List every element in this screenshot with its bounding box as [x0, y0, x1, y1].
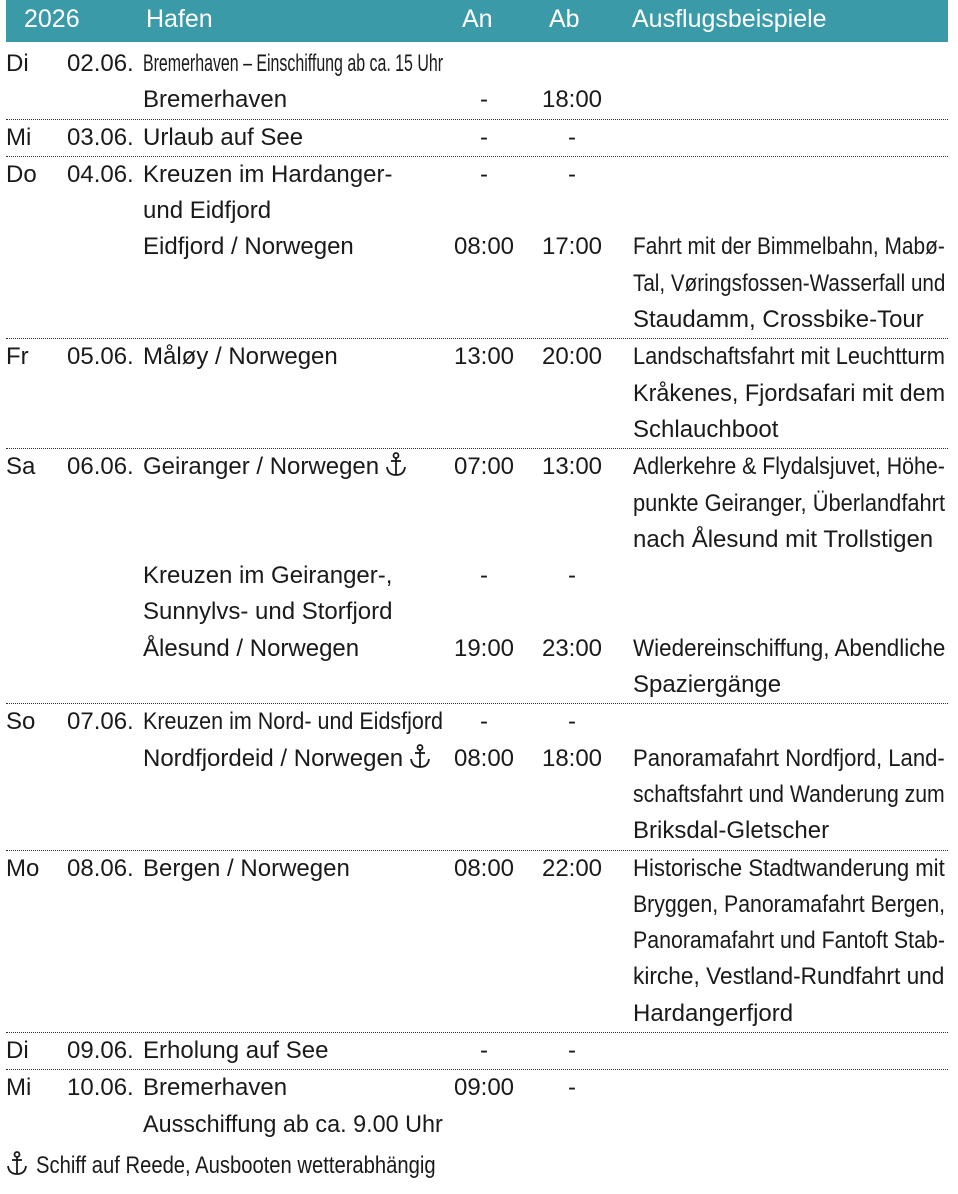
day-cell: Mo — [6, 854, 40, 882]
port-cell: Kreuzen im Nord- und Eidsfjord — [143, 708, 444, 736]
port-cell: Bremerhaven — [143, 86, 288, 114]
departure-cell: 17:00 — [541, 233, 603, 261]
arrival-cell: 09:00 — [453, 1074, 515, 1102]
table-row — [6, 339, 948, 449]
excursion-cell: punkte Geiranger, Überlandfahrt — [633, 489, 946, 517]
row-line — [6, 887, 948, 923]
row-line — [6, 229, 948, 265]
excursion-cell: Spaziergänge — [633, 671, 782, 699]
row-line — [6, 1107, 948, 1143]
excursion-cell: Wiedereinschiffung, Abendliche — [633, 634, 946, 662]
excursion-cell: nach Ålesund mit Trollstigen — [633, 525, 934, 553]
day-cell: Mi — [6, 123, 32, 151]
date-cell: 03.06. — [67, 123, 134, 151]
row-line — [6, 813, 948, 849]
excursion-cell: schaftsfahrt und Wanderung zum — [633, 780, 945, 808]
arrival-cell: - — [480, 160, 488, 188]
header-excursions: Ausflugsbeispiele — [632, 5, 827, 33]
departure-cell: - — [568, 1037, 576, 1065]
row-line — [6, 266, 948, 302]
day-cell: Di — [6, 1037, 29, 1065]
header-arrival: An — [462, 5, 493, 33]
arrival-cell: - — [480, 708, 488, 736]
legend — [6, 1148, 511, 1184]
row-line — [6, 486, 948, 522]
row-line — [6, 412, 948, 448]
departure-cell: - — [568, 562, 576, 590]
departure-cell: 18:00 — [541, 86, 603, 114]
row-line — [6, 449, 948, 485]
date-cell: 02.06. — [67, 50, 134, 77]
day-cell: Mi — [6, 1074, 32, 1102]
date-cell: 09.06. — [67, 1037, 134, 1065]
port-cell: Bremerhaven — [143, 1074, 288, 1102]
day-cell: Do — [6, 160, 37, 188]
date-cell: 07.06. — [67, 708, 134, 736]
row-line — [6, 302, 948, 338]
arrival-cell: - — [480, 86, 488, 114]
port-cell — [143, 741, 431, 777]
itinerary-table — [6, 46, 948, 1143]
row-line — [6, 851, 948, 887]
port-cell: Sunnylvs- und Storfjord — [143, 598, 393, 626]
row-line — [6, 594, 948, 630]
row-line — [6, 82, 948, 118]
excursion-cell: Adlerkehre & Flydalsjuvet, Höhe- — [633, 453, 945, 481]
port-cell: und Eidfjord — [143, 197, 272, 225]
arrival-cell: 07:00 — [453, 453, 515, 481]
row-line — [6, 193, 948, 229]
row-line — [6, 959, 948, 995]
row-line — [6, 923, 948, 959]
row-line — [6, 339, 948, 375]
excursion-cell: Panoramafahrt und Fantoft Stab- — [633, 927, 945, 955]
table-row — [6, 704, 948, 850]
departure-cell: 13:00 — [541, 453, 603, 481]
header-port: Hafen — [146, 5, 213, 33]
arrival-cell: 08:00 — [453, 854, 515, 882]
arrival-cell: - — [480, 562, 488, 590]
excursion-cell: Bryggen, Panoramafahrt Bergen, — [633, 890, 946, 918]
port-name: Geiranger / Norwegen — [143, 453, 380, 481]
departure-cell: 18:00 — [541, 744, 603, 772]
day-cell: Di — [6, 50, 29, 77]
arrival-cell: 08:00 — [453, 744, 515, 772]
departure-cell: 23:00 — [541, 634, 603, 662]
table-row — [6, 1070, 948, 1143]
table-row — [6, 46, 948, 120]
port-cell: Måløy / Norwegen — [143, 343, 338, 371]
port-cell: Kreuzen im Hardanger- — [143, 160, 393, 188]
day-cell: Fr — [6, 343, 29, 371]
port-cell: Bremerhaven – Einschiffung ab ca. 15 Uhr — [143, 50, 444, 77]
port-cell: Urlaub auf See — [143, 123, 304, 151]
port-cell: Eidfjord / Norwegen — [143, 233, 354, 261]
excursion-cell: Hardangerfjord — [633, 999, 794, 1027]
table-row — [6, 120, 948, 157]
port-name: Nordfjordeid / Norwegen — [143, 744, 404, 772]
departure-cell: 22:00 — [541, 854, 603, 882]
port-cell: Bergen / Norwegen — [143, 854, 350, 882]
row-line — [6, 376, 948, 412]
excursion-cell: Landschaftsfahrt mit Leuchtturm — [633, 343, 945, 371]
row-line — [6, 46, 948, 82]
row-line — [6, 996, 948, 1032]
table-row — [6, 851, 948, 1033]
excursion-cell: Panoramafahrt Nordfjord, Land- — [633, 744, 945, 772]
row-line — [6, 157, 948, 193]
table-row — [6, 449, 948, 704]
table-row — [6, 157, 948, 339]
header-departure: Ab — [549, 5, 580, 33]
arrival-cell: - — [480, 1037, 488, 1065]
port-cell: Ausschiffung ab ca. 9.00 Uhr — [143, 1110, 443, 1138]
row-line — [6, 558, 948, 594]
date-cell: 06.06. — [67, 453, 134, 481]
arrival-cell: - — [480, 123, 488, 151]
table-header — [6, 0, 948, 42]
port-cell: Erholung auf See — [143, 1037, 329, 1065]
header-year: 2026 — [24, 5, 80, 33]
row-line — [6, 704, 948, 740]
departure-cell: - — [568, 160, 576, 188]
arrival-cell: 13:00 — [453, 343, 515, 371]
row-line — [6, 120, 948, 156]
row-line — [6, 1070, 948, 1106]
row-line — [6, 1033, 948, 1069]
excursion-cell: Tal, Vøringsfossen-Wasserfall und — [633, 269, 946, 297]
date-cell: 10.06. — [67, 1074, 134, 1102]
departure-cell: - — [568, 1074, 576, 1102]
excursion-cell: Briksdal-Gletscher — [633, 817, 830, 845]
date-cell: 05.06. — [67, 343, 134, 371]
port-cell — [143, 449, 407, 485]
excursion-cell: Kråkenes, Fjordsafari mit dem — [633, 379, 946, 407]
day-cell: Sa — [6, 453, 36, 481]
day-cell: So — [6, 708, 36, 736]
excursion-cell: Historische Stadtwanderung mit — [633, 854, 945, 882]
excursion-cell: Fahrt mit der Bimmelbahn, Mabø- — [633, 233, 945, 261]
row-line — [6, 777, 948, 813]
arrival-cell: 08:00 — [453, 233, 515, 261]
row-line — [6, 631, 948, 667]
port-cell: Kreuzen im Geiranger-, — [143, 562, 393, 590]
departure-cell: - — [568, 123, 576, 151]
date-cell: 04.06. — [67, 160, 134, 188]
row-line — [6, 522, 948, 558]
departure-cell: 20:00 — [541, 343, 603, 371]
date-cell: 08.06. — [67, 854, 134, 882]
row-line — [6, 741, 948, 777]
departure-cell: - — [568, 708, 576, 736]
port-cell: Ålesund / Norwegen — [143, 634, 360, 662]
legend-text: Schiff auf Reede, Ausbooten wetterabhängig — [36, 1152, 436, 1179]
table-row — [6, 1033, 948, 1070]
anchor-icon — [409, 744, 431, 770]
excursion-cell: kirche, Vestland-Rundfahrt und — [633, 963, 945, 991]
row-line — [6, 667, 948, 703]
anchor-icon — [6, 1151, 28, 1177]
anchor-icon — [385, 452, 407, 478]
excursion-cell: Schlauchboot — [633, 415, 779, 443]
excursion-cell: Staudamm, Crossbike-Tour — [633, 306, 924, 334]
arrival-cell: 19:00 — [453, 634, 515, 662]
